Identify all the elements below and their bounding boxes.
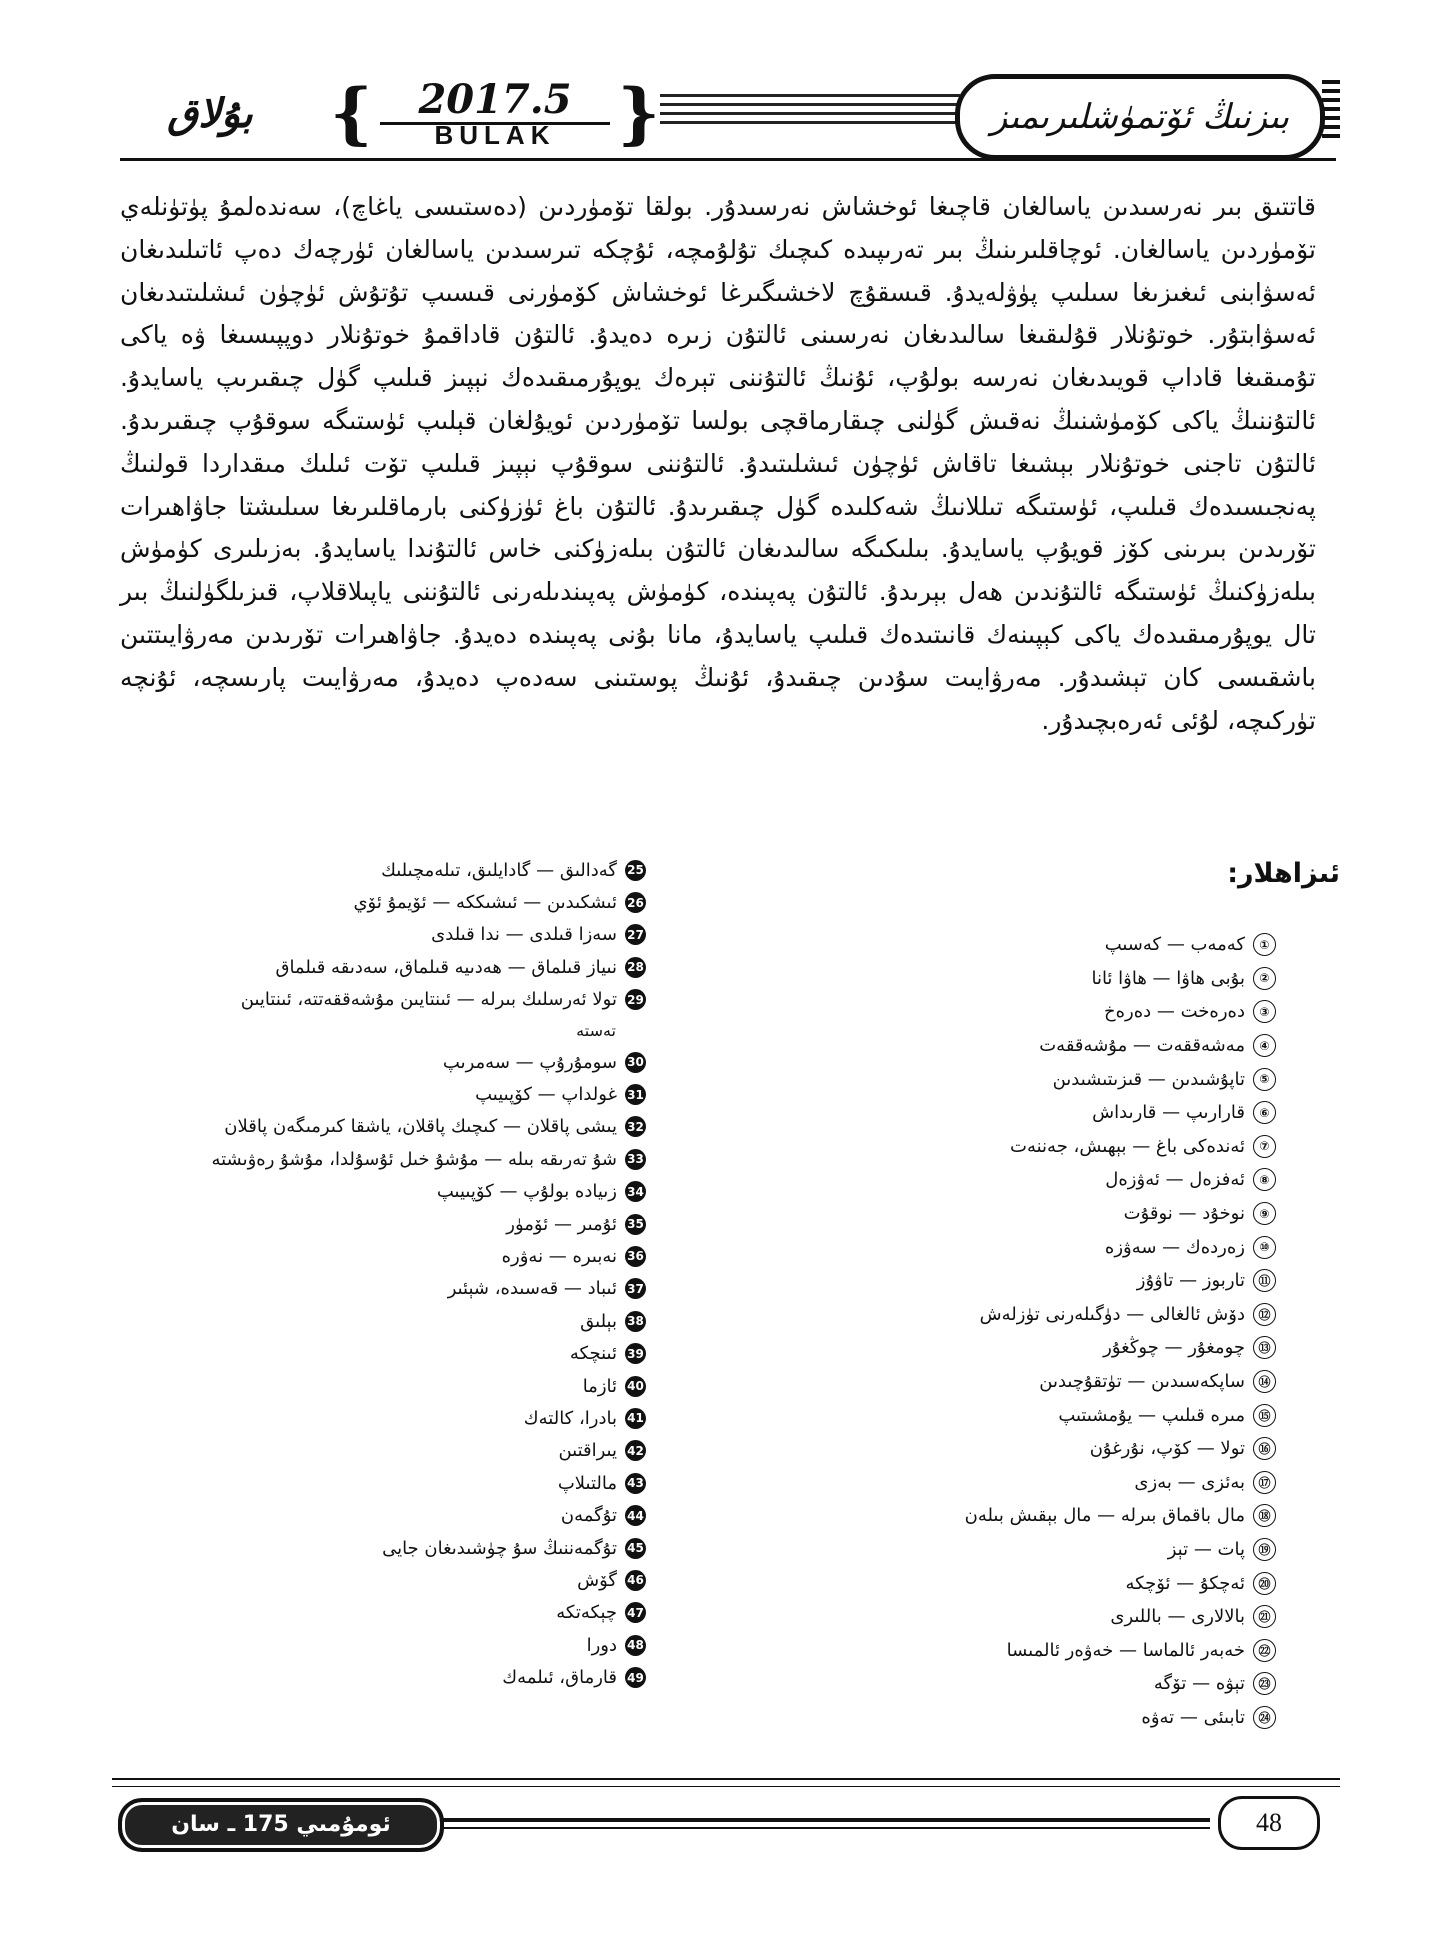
note-number: ㉔ bbox=[1253, 1706, 1276, 1729]
note-item bbox=[86, 1208, 646, 1240]
note-item bbox=[86, 1629, 646, 1661]
note-number: ⑧ bbox=[1253, 1168, 1276, 1191]
note-item bbox=[716, 1130, 1276, 1164]
note-item bbox=[86, 1111, 646, 1143]
note-item bbox=[716, 962, 1276, 996]
note-item bbox=[716, 1466, 1276, 1500]
note-text: تۇگمەن bbox=[560, 1505, 617, 1527]
note-text: مالتىلاپ bbox=[557, 1472, 617, 1494]
note-number: 48 bbox=[625, 1635, 646, 1656]
note-item bbox=[86, 886, 646, 918]
left-brace: { bbox=[330, 74, 373, 152]
note-number: ⑭ bbox=[1253, 1370, 1276, 1393]
note-item bbox=[86, 984, 646, 1016]
note-item bbox=[716, 1197, 1276, 1231]
page-header bbox=[100, 72, 1340, 164]
note-text: دۆش ئالغالى — دۈگىلەرنى تۈزلەش bbox=[979, 1303, 1245, 1325]
issue-label: ئومۇمىي 175 ـ سان bbox=[171, 1812, 391, 1837]
note-number: 32 bbox=[625, 1116, 646, 1137]
note-text: دورا bbox=[586, 1634, 617, 1656]
note-text: يىراقتىن bbox=[558, 1440, 617, 1462]
note-number: ⑨ bbox=[1253, 1202, 1276, 1225]
note-text: ئىباد — قەسىدە، شېئىر bbox=[447, 1278, 617, 1300]
note-text: ئىنچكە bbox=[569, 1343, 617, 1365]
note-text: نەبىرە — نەۋرە bbox=[501, 1245, 617, 1267]
note-number: 26 bbox=[625, 892, 646, 913]
note-item bbox=[716, 1701, 1276, 1735]
note-item bbox=[716, 1566, 1276, 1600]
note-text: سەزا قىلدى — ندا قىلدى bbox=[431, 924, 617, 946]
note-number: ⑲ bbox=[1253, 1538, 1276, 1561]
note-text: سومۇرۇپ — سەمرىپ bbox=[442, 1051, 617, 1073]
note-text: چېكەتكە bbox=[556, 1602, 617, 1624]
note-number: ③ bbox=[1253, 1000, 1276, 1023]
note-text: تېۋە — تۆگە bbox=[1153, 1673, 1245, 1695]
article-paragraph: قاتتىق بىر نەرسىدىن ياسالغان قاچىغا ئوخشاش نەرسىدۇر. بولقا تۆمۈردىن (دەستىسى ياغاچ)، سەندەلمۇ پۈتۈنلەي تۆمۈردىن ياسالغان. ئوچاقلىرىنىڭ بىر تەرىپىدە كىچىك تۇلۇمچە، ئۇچكە تىرسىدىن ياسالغان ئۈرچەك دەپ ئاتىلىدىغان ئەسۋابنى ئىغىزىغا سىلىپ پۈۋلەيدۇ. قىسقۇچ لاخشىگىرغا ئوخشاش كۆمۈرنى قىسىپ تۇتۇش ئۈچۈن ئىشلىتىدىغان ئەسۋابتۇر. خوتۇنلار قۇلىقىغا سالىدىغان نەرسىنى ئالتۇن زىرە دەيدۇ. ئالتۇن قاداقمۇ خوتۇنلار دوپپىسىغا ۋە ياكى تۇمىقىغا قاداپ قويىدىغان نەرسە بولۇپ، ئۇنىڭ ئالتۇننى تېرەك يوپۇرمىقىدەك نېپىز قىلىپ گۈل چىقىرىپ ياسايدۇ. ئالتۇننىڭ ياكى كۆمۈشنىڭ نەقىش گۈلنى چىقارماقچى بولسا تۆمۈردىن ئويۇلغان قېلىپ ئۈستىگە سوقۇپ چىقىرىدۇ. ئالتۇن تاجنى خوتۇنلار بېشىغا تاقاش ئۈچۈن ئىشلىتىدۇ. ئالتۇننى سوقۇپ نېپىز قىلىپ تۆت ئىلىك مىقداردا قولنىڭ پەنجىسىدەك قىلىپ، ئۈستىگە تىللانىڭ شەكلىدە گۈل چىقىرىدۇ. ئالتۇن باغ ئۈزۈكنى بارماقلىرىغا سىلىشتا جاۋاھىرات تۆرىدىن بىرىنى كۆز قويۇپ ياسايدۇ. بىلىكىگە سالىدىغان ئالتۇن بىلەزۈكنى خاس ئالتۇندا ياسايدۇ. بەزىلىرى كۈمۈش بىلەزۈكنىڭ ئۈستىگە ئالتۇندىن ھەل بېرىدۇ. ئالتۇن پەپىندە، كۈمۈش پەپىندىلەرنى ئالتۇننى ياپىلاقلاپ، قىزىلگۈلنىڭ بىر تال يوپۇرمىقىدەك ياكى كېپىنەك قانىتىدەك قىلىپ ياسايدۇ، مانا بۇنى پەپىندە دەيدۇ. جاۋاھىرات تۆرىدىن مەرۋايىتتىن باشقىسى كان تېشىدۇر. مەرۋايىت سۇدىن چىقىدۇ، ئۇنىڭ پوستىنى سەدەپ دەيدۇ، مەرۋايىت پارىسچە، ئۇنچە تۈركىچە، لۇئى ئەرەبچىدۇر. bbox=[120, 192, 1316, 735]
note-number: ㉒ bbox=[1253, 1639, 1276, 1662]
note-item bbox=[86, 1337, 646, 1369]
footer-rule-thin bbox=[112, 1786, 1340, 1787]
note-number: 28 bbox=[625, 957, 646, 978]
note-item bbox=[716, 1365, 1276, 1399]
note-item bbox=[716, 1230, 1276, 1264]
issue-badge bbox=[330, 74, 660, 152]
note-number: ⑯ bbox=[1253, 1437, 1276, 1460]
note-item bbox=[86, 919, 646, 951]
note-text: تۇگمەننىڭ سۇ چۈشىدىغان جايى bbox=[382, 1537, 617, 1559]
note-number: 37 bbox=[625, 1278, 646, 1299]
note-item bbox=[716, 1533, 1276, 1567]
note-number: 41 bbox=[625, 1408, 646, 1429]
note-text: گەدالىق — گادايلىق، تىلەمچىلىك bbox=[381, 859, 617, 881]
note-text: قارماق، ئىلمەك bbox=[502, 1667, 617, 1689]
note-item bbox=[86, 951, 646, 983]
note-continuation: تەستە bbox=[576, 1020, 616, 1040]
note-number: ① bbox=[1253, 933, 1276, 956]
note-item bbox=[86, 1176, 646, 1208]
header-decorative-lines bbox=[660, 94, 960, 138]
note-item bbox=[86, 1467, 646, 1499]
note-text: زىيادە بولۇپ — كۆپىيىپ bbox=[436, 1181, 617, 1203]
note-text: تابىئى — تەۋە bbox=[1141, 1706, 1245, 1728]
note-number: ㉑ bbox=[1253, 1605, 1276, 1628]
note-number: ⑤ bbox=[1253, 1068, 1276, 1091]
note-text: خەبەر ئالماسا — خەۋەر ئالمىسا bbox=[1006, 1639, 1245, 1661]
note-number: 31 bbox=[625, 1084, 646, 1105]
note-number: 25 bbox=[625, 860, 646, 881]
note-number: 47 bbox=[625, 1602, 646, 1623]
note-number: ④ bbox=[1253, 1034, 1276, 1057]
note-number: 43 bbox=[625, 1473, 646, 1494]
note-text: بالالارى — باللىرى bbox=[1110, 1606, 1245, 1628]
note-item bbox=[716, 1398, 1276, 1432]
notes-title: ئىزاھلار: bbox=[1227, 858, 1340, 889]
note-text: زەردەك — سەۋزە bbox=[1104, 1236, 1245, 1258]
note-number: 42 bbox=[625, 1440, 646, 1461]
note-item bbox=[716, 1331, 1276, 1365]
note-text: ئازما bbox=[582, 1375, 617, 1397]
note-item bbox=[86, 1435, 646, 1467]
magazine-name: BULAK bbox=[434, 120, 556, 150]
note-item bbox=[86, 1597, 646, 1629]
note-number: 39 bbox=[625, 1343, 646, 1364]
note-number: ㉓ bbox=[1253, 1672, 1276, 1695]
footer-line bbox=[440, 1818, 1210, 1822]
right-brace: } bbox=[617, 74, 660, 152]
note-item bbox=[716, 1264, 1276, 1298]
note-number: ⑬ bbox=[1253, 1336, 1276, 1359]
note-text: كەمەب — كەسىپ bbox=[1104, 934, 1245, 956]
note-number: ⑦ bbox=[1253, 1135, 1276, 1158]
note-number: ⑥ bbox=[1253, 1101, 1276, 1124]
magazine-logo: بۇلاق bbox=[167, 90, 253, 137]
note-number: ⑫ bbox=[1253, 1303, 1276, 1326]
note-number: ⑳ bbox=[1253, 1572, 1276, 1595]
note-text: تولا ئەرسلىك بىرلە — ئىنتايىن مۇشەققەتتە، ئىنتايىن bbox=[240, 989, 617, 1011]
note-number: 40 bbox=[625, 1376, 646, 1397]
note-item bbox=[716, 995, 1276, 1029]
note-text: مەشەققەت — مۇشەققەت bbox=[1039, 1035, 1245, 1057]
note-item bbox=[716, 1096, 1276, 1130]
note-text: بادرا، كالتەك bbox=[523, 1407, 617, 1429]
page-number: 48 bbox=[1218, 1796, 1320, 1850]
column-title: بىزنىڭ ئۆتمۈشلىرىمىز bbox=[955, 74, 1325, 160]
note-text: پات — تېز bbox=[1167, 1538, 1245, 1560]
note-item bbox=[86, 1564, 646, 1596]
notes-left-column bbox=[86, 854, 646, 1694]
note-item bbox=[86, 1273, 646, 1305]
note-item bbox=[86, 1078, 646, 1110]
note-item bbox=[86, 1499, 646, 1531]
note-item bbox=[86, 1661, 646, 1693]
notes-right-column bbox=[716, 928, 1276, 1734]
note-text: ئىشكىدىن — ئىشىككە — ئۆيمۇ ئۆي bbox=[353, 892, 617, 914]
note-text: تاپۇشىدىن — قىزىتىشىدىن bbox=[1052, 1068, 1245, 1090]
note-text: قارارىپ — قارىداش bbox=[1092, 1102, 1245, 1124]
note-number: ⑮ bbox=[1253, 1404, 1276, 1427]
note-number: ② bbox=[1253, 967, 1276, 990]
note-number: 29 bbox=[625, 989, 646, 1010]
note-item bbox=[86, 1305, 646, 1337]
note-item bbox=[716, 1062, 1276, 1096]
note-text: مىرە قىلىپ — يۇمشىتىپ bbox=[1058, 1404, 1245, 1426]
note-item bbox=[716, 1029, 1276, 1063]
footer-rule bbox=[112, 1778, 1340, 1780]
note-item bbox=[716, 1633, 1276, 1667]
issue-year: 2017.5 bbox=[380, 78, 610, 125]
note-number: ⑪ bbox=[1253, 1269, 1276, 1292]
note-number: 38 bbox=[625, 1311, 646, 1332]
note-number: 36 bbox=[625, 1246, 646, 1267]
header-bars bbox=[1322, 80, 1340, 146]
note-text: تاربوز — تاۋۇز bbox=[1136, 1270, 1245, 1292]
note-text: ئۇمىر — ئۆمۈر bbox=[506, 1213, 617, 1235]
note-text: نوخۇد — نوقۇت bbox=[1123, 1203, 1245, 1225]
note-item bbox=[716, 928, 1276, 962]
note-text: ساپكەسىدىن — تۈتقۇچىدىن bbox=[1039, 1371, 1245, 1393]
note-text: ئەندەكى باغ — بېھىش، جەننەت bbox=[1010, 1135, 1245, 1157]
note-number: 46 bbox=[625, 1570, 646, 1591]
note-number: 27 bbox=[625, 924, 646, 945]
note-number: ⑩ bbox=[1253, 1236, 1276, 1259]
note-number: 34 bbox=[625, 1181, 646, 1202]
note-text: غولداپ — كۆپىيىپ bbox=[475, 1084, 617, 1106]
note-item bbox=[86, 1370, 646, 1402]
note-number: 49 bbox=[625, 1667, 646, 1688]
note-item bbox=[86, 1532, 646, 1564]
note-item bbox=[716, 1667, 1276, 1701]
note-number: 44 bbox=[625, 1505, 646, 1526]
note-item bbox=[716, 1432, 1276, 1466]
note-text: بېلىق bbox=[580, 1310, 617, 1332]
note-text: بۇبى ھاۋا — ھاۋا ئانا bbox=[1091, 967, 1245, 989]
note-text: نىياز قىلماق — ھەدىيە قىلماق، سەدىقە قىلماق bbox=[275, 956, 617, 978]
note-item bbox=[716, 1163, 1276, 1197]
note-number: 30 bbox=[625, 1052, 646, 1073]
note-text: شۇ تەرىقە بىلە — مۇشۇ خىل ئۇسۇلدا، مۇشۇ رەۋىشتە bbox=[211, 1148, 617, 1170]
note-item bbox=[86, 1143, 646, 1175]
note-item bbox=[716, 1298, 1276, 1332]
note-number: 35 bbox=[625, 1214, 646, 1235]
note-item bbox=[86, 1046, 646, 1078]
note-number: ⑰ bbox=[1253, 1471, 1276, 1494]
note-item bbox=[716, 1499, 1276, 1533]
note-item bbox=[716, 1600, 1276, 1634]
note-item bbox=[86, 1402, 646, 1434]
note-text: گۆش bbox=[577, 1569, 617, 1591]
note-text: ئەفزەل — ئەۋزەل bbox=[1105, 1169, 1245, 1191]
note-item bbox=[86, 854, 646, 886]
note-text: چومغۇر — چوڭغۇر bbox=[1103, 1337, 1245, 1359]
note-text: ئەچكۇ — ئۆچكە bbox=[1125, 1572, 1245, 1594]
note-number: ⑱ bbox=[1253, 1504, 1276, 1527]
note-text: مال باقماق بىرلە — مال بېقىش بىلەن bbox=[964, 1505, 1245, 1527]
footer-line-thin bbox=[440, 1827, 1210, 1829]
note-item bbox=[86, 1240, 646, 1272]
header-rule bbox=[120, 158, 1336, 161]
note-text: تولا — كۆپ، نۇرغۇن bbox=[1089, 1438, 1245, 1460]
note-text: يىشى پاقلان — كىچىك پاقلان، ياشقا كىرمىگەن پاقلان bbox=[224, 1116, 617, 1138]
issue-label-badge bbox=[118, 1798, 444, 1852]
note-number: 33 bbox=[625, 1149, 646, 1170]
note-number: 45 bbox=[625, 1538, 646, 1559]
note-text: بەئزى — بەزى bbox=[1134, 1471, 1245, 1493]
note-text: دەرەخت — دەرەخ bbox=[1103, 1001, 1245, 1023]
